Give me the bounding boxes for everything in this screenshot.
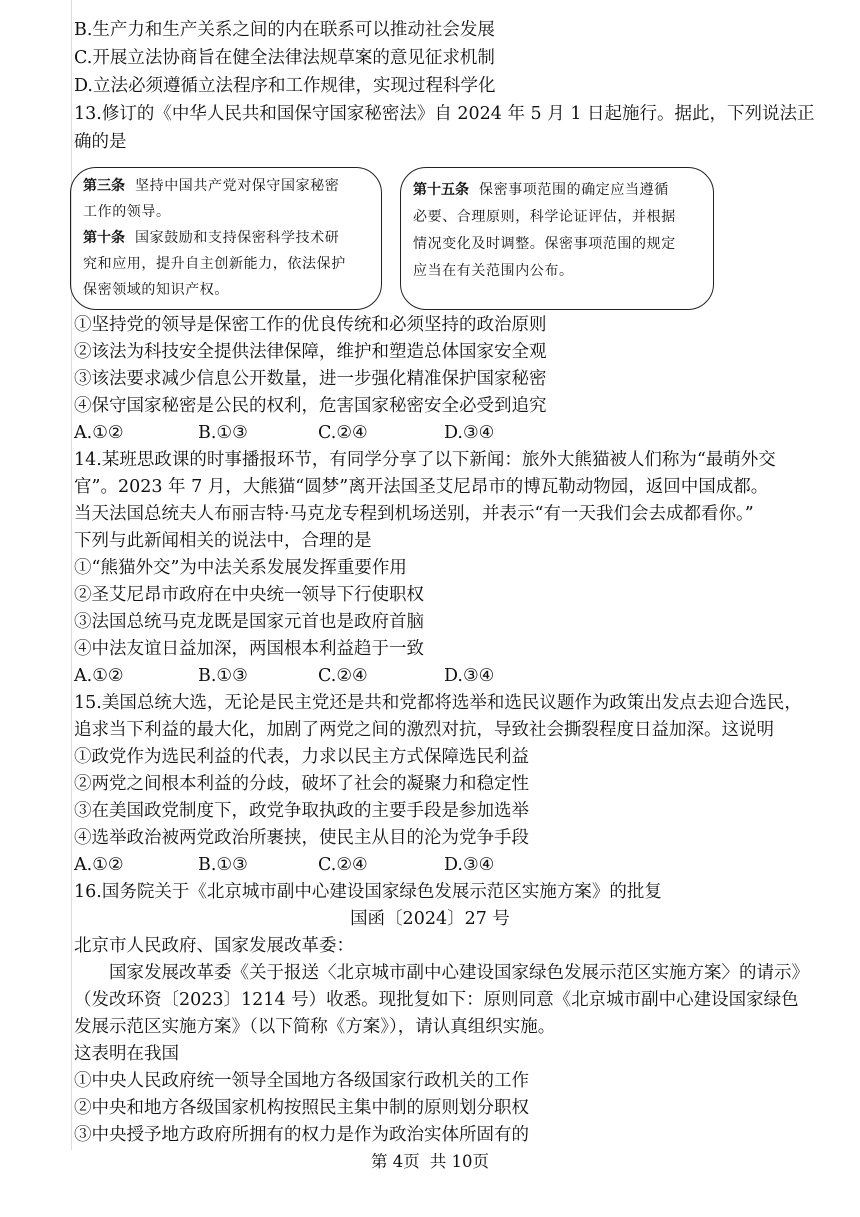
q16-document-number: 国函〔2024〕27 号 bbox=[350, 909, 510, 929]
q14-stem-line4: 下列与此新闻相关的说法中，合理的是 bbox=[74, 531, 372, 551]
q16-body-line2: （发改环资〔2023〕1214 号）收悉。现批复如下：原则同意《北京城市副中心建设国家绿色 bbox=[74, 990, 799, 1010]
law-excerpt-box-left bbox=[70, 167, 382, 310]
q14-choice-a: A.①② bbox=[74, 666, 124, 686]
q15-choice-b: B.①③ bbox=[198, 855, 248, 875]
q13-stem-line2: 确的是 bbox=[74, 132, 127, 152]
q15-stem-line2: 追求当下利益的最大化，加剧了两党之间的激烈对抗，导致社会撕裂程度日益加深。这说明 bbox=[74, 720, 774, 740]
article-10-text: 国家鼓励和支持保密科学技术研 bbox=[135, 230, 340, 246]
q16-stem: 16.国务院关于《北京城市副中心建设国家绿色发展示范区实施方案》的批复 bbox=[74, 882, 662, 902]
page-footer bbox=[0, 1150, 860, 1174]
q14-stem-line1: 14.某班思政课的时事播报环节，有同学分享了以下新闻：旅外大熊猫被人们称为“最萌外交 bbox=[74, 450, 776, 470]
q13-choice-d: D.③④ bbox=[444, 423, 495, 443]
q15-choice-c: C.②④ bbox=[318, 855, 368, 875]
article-15-cont1: 必要、合理原则，科学论证评估，并根据 bbox=[413, 209, 676, 225]
q13-choice-b: B.①③ bbox=[198, 423, 248, 443]
q13-option-3: ③该法要求减少信息公开数量，进一步强化精准保护国家秘密 bbox=[74, 369, 547, 389]
q14-choice-b: B.①③ bbox=[198, 666, 248, 686]
q16-option-3: ③中央授予地方政府所拥有的权力是作为政治实体所固有的 bbox=[74, 1125, 529, 1145]
page-number: 第 4页 bbox=[371, 1152, 420, 1171]
article-10-label: 第十条 bbox=[83, 230, 125, 246]
q16-option-1: ①中央人民政府统一领导全国地方各级国家行政机关的工作 bbox=[74, 1071, 529, 1091]
q14-stem-line3: 当天法国总统夫人布丽吉特·马克龙专程到机场送别，并表示“有一天我们会去成都看你。” bbox=[74, 504, 754, 524]
q14-option-1: ①“熊猫外交”为中法关系发展发挥重要作用 bbox=[74, 558, 407, 578]
article-10-cont1: 究和应用，提升自主创新能力，依法保护 bbox=[83, 256, 346, 272]
article-15-cont2: 情况变化及时调整。保密事项范围的规定 bbox=[413, 236, 676, 252]
q15-option-1: ①政党作为选民利益的代表，力求以民主方式保障选民利益 bbox=[74, 747, 529, 767]
article-3 bbox=[83, 176, 339, 196]
q12-option-c: C.开展立法协商旨在健全法律法规草案的意见征求机制 bbox=[74, 48, 495, 68]
q15-stem-line1: 15.美国总统大选，无论是民主党还是共和党都将选举和选民议题作为政策出发点去迎合选民， bbox=[74, 693, 802, 713]
q13-option-1: ①坚持党的领导是保密工作的优良传统和必须坚持的政治原则 bbox=[74, 315, 547, 335]
q12-option-b: B.生产力和生产关系之间的内在联系可以推动社会发展 bbox=[74, 20, 495, 40]
q14-choice-c: C.②④ bbox=[318, 666, 368, 686]
q13-option-2: ②该法为科技安全提供法律保障，维护和塑造总体国家安全观 bbox=[74, 342, 547, 362]
q15-choice-a: A.①② bbox=[74, 855, 124, 875]
q13-option-4: ④保守国家秘密是公民的权利，危害国家秘密安全必受到追究 bbox=[74, 396, 547, 416]
article-15-label: 第十五条 bbox=[413, 182, 469, 198]
q12-option-d: D.立法必须遵循立法程序和工作规律，实现过程科学化 bbox=[74, 76, 496, 96]
q16-addressee: 北京市人民政府、国家发展改革委： bbox=[74, 936, 354, 956]
q14-option-4: ④中法友谊日益加深，两国根本利益趋于一致 bbox=[74, 639, 424, 659]
q14-choice-d: D.③④ bbox=[444, 666, 495, 686]
q13-choice-a: A.①② bbox=[74, 423, 124, 443]
article-15 bbox=[413, 180, 669, 200]
q13-choice-c: C.②④ bbox=[318, 423, 368, 443]
article-10-cont2: 保密领域的知识产权。 bbox=[83, 282, 229, 298]
q15-option-3: ③在美国政党制度下，政党争取执政的主要手段是参加选举 bbox=[74, 801, 529, 821]
q16-body-line1: 国家发展改革委《关于报送〈北京城市副中心建设国家绿色发展示范区实施方案〉的请示》 bbox=[109, 963, 809, 983]
article-15-cont3: 应当在有关范围内公布。 bbox=[413, 263, 574, 279]
q15-choice-d: D.③④ bbox=[444, 855, 495, 875]
article-3-label: 第三条 bbox=[83, 178, 125, 194]
q14-option-2: ②圣艾尼昂市政府在中央统一领导下行使职权 bbox=[74, 585, 424, 605]
article-10 bbox=[83, 228, 339, 248]
article-3-text: 坚持中国共产党对保守国家秘密 bbox=[135, 178, 340, 194]
q16-option-2: ②中央和地方各级国家机构按照民主集中制的原则划分职权 bbox=[74, 1098, 529, 1118]
q15-option-2: ②两党之间根本利益的分歧，破坏了社会的凝聚力和稳定性 bbox=[74, 774, 529, 794]
q16-body-line3: 发展示范区实施方案》（以下简称《方案》），请认真组织实施。 bbox=[74, 1017, 556, 1037]
margin-line bbox=[71, 0, 72, 1150]
q16-lead: 这表明在我国 bbox=[74, 1044, 179, 1064]
q14-stem-line2: 官”。2023 年 7 月，大熊猫“圆梦”离开法国圣艾尼昂市的博瓦勒动物园，返回中国成都。 bbox=[74, 477, 769, 497]
article-15-text: 保密事项范围的确定应当遵循 bbox=[479, 182, 669, 198]
q14-option-3: ③法国总统马克龙既是国家元首也是政府首脑 bbox=[74, 612, 424, 632]
article-3-cont: 工作的领导。 bbox=[83, 204, 171, 220]
law-excerpt-box-right bbox=[400, 167, 714, 310]
page-total: 共 10页 bbox=[429, 1152, 489, 1171]
q15-option-4: ④选举政治被两党政治所裹挟，使民主从目的沦为党争手段 bbox=[74, 828, 529, 848]
q13-stem-line1: 13.修订的《中华人民共和国保守国家秘密法》自 2024 年 5 月 1 日起施行。据此，下列说法正 bbox=[74, 104, 815, 124]
